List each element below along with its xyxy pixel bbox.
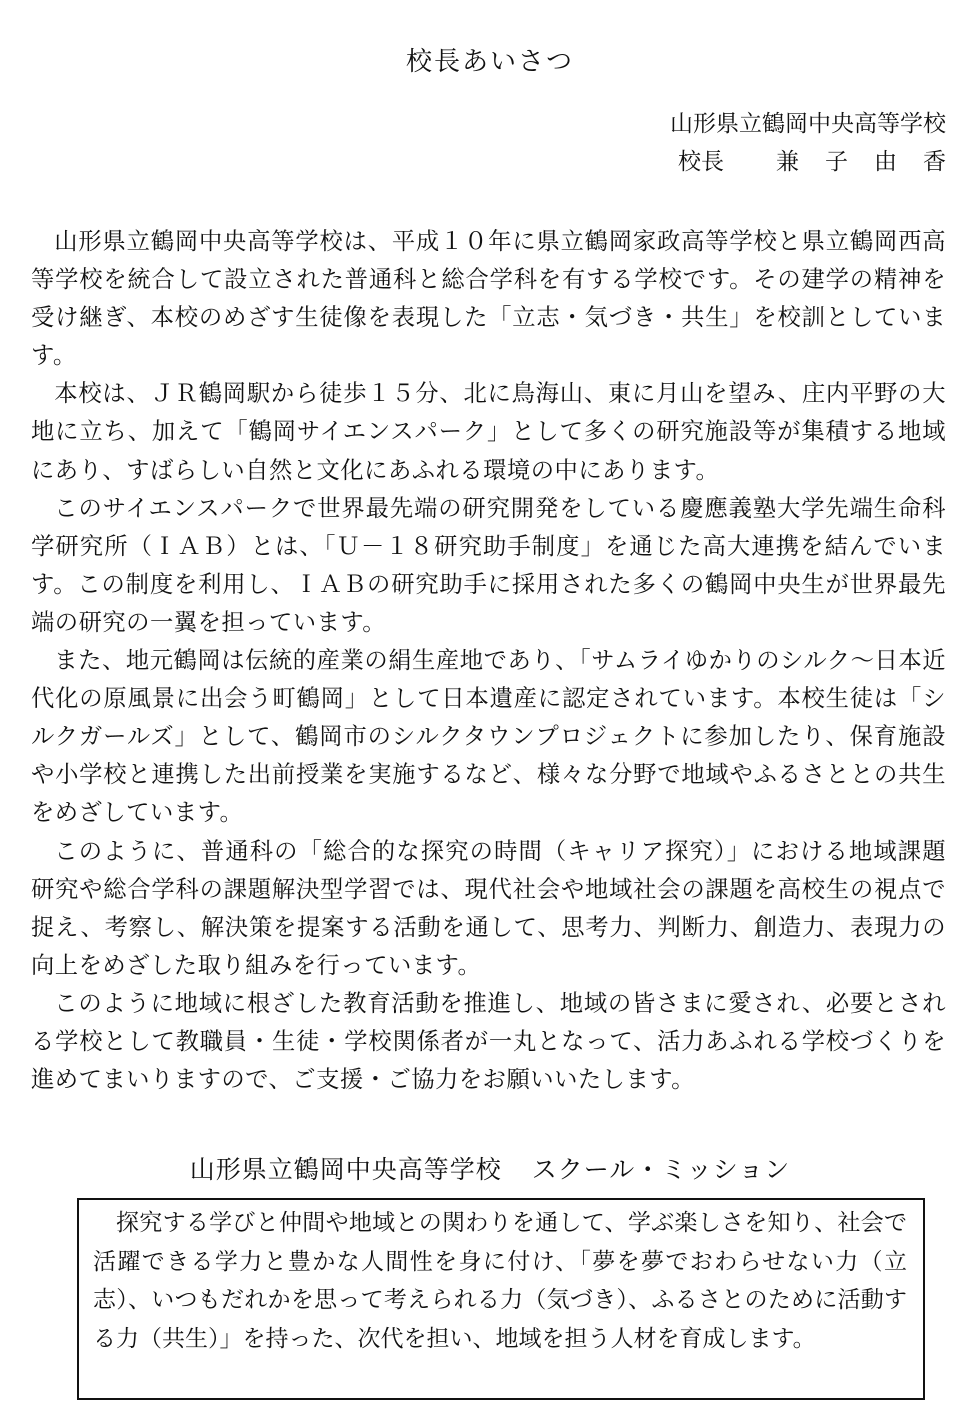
greeting-paragraph: また、地元鶴岡は伝統的産業の絹生産地であり、「サムライゆかりのシルク～日本近代化の原風景に出会う町鶴岡」として日本遺産に認定されています。本校生徒は「シルクガールズ」として、鶴岡市のシルクタウンプロジェクトに参加したり、保育施設や小学校と連携した出前授業を実施するなど、様々な分野で地域やふるさととの共生をめざしています。 (31, 647, 946, 827)
principal-name-char: 由 (874, 149, 897, 175)
greeting-body (31, 223, 946, 1099)
principal-name-char: 香 (923, 149, 946, 175)
mission-heading (0, 1150, 980, 1190)
greeting-paragraph: 本校は、ＪＲ鶴岡駅から徒歩１５分、北に鳥海山、東に月山を望み、庄内平野の大地に立ち、加えて「鶴岡サイエンスパーク」として多くの研究施設等が集積する地域にあり、すばらしい自然と文化にあふれる環境の中にあります。 (31, 380, 946, 484)
greeting-paragraph: このように地域に根ざした教育活動を推進し、地域の皆さまに愛され、必要とされる学校として教職員・生徒・学校関係者が一丸となって、活力あふれる学校づくりを進めてまいりますので、ご支援・ご協力をお願いいたします。 (31, 989, 946, 1094)
principal-name-char: 兼 (776, 149, 799, 175)
school-name: 山形県立鶴岡中央高等学校 (670, 111, 946, 137)
principal-role: 校長 (678, 149, 724, 175)
mission-box (77, 1198, 925, 1400)
greeting-paragraph: このサイエンスパークで世界最先端の研究開発をしている慶應義塾大学先端生命科学研究所（ＩＡＢ）とは、「Ｕ－１８研究助手制度」を通じた高大連携を結んでいます。この制度を利用し、ＩＡＢの研究助手に採用された多くの鶴岡中央生が世界最先端の研究の一翼を担っています。 (31, 494, 946, 636)
greeting-paragraph: このように、普通科の「総合的な探究の時間（キャリア探究）」における地域課題研究や総合学科の課題解決型学習では、現代社会や地域社会の課題を高校生の視点で捉え、考察し、解決策を提案する活動を通して、思考力、判断力、創造力、表現力の向上をめざした取り組みを行っています。 (31, 837, 946, 979)
principal-signature (678, 144, 946, 180)
page-title: 校長あいさつ (405, 47, 574, 77)
mission-heading-school: 山形県立鶴岡中央高等学校 (189, 1155, 502, 1184)
mission-text: 探究する学びと仲間や地域との関わりを通して、学ぶ楽しさを知り、社会で活躍できる学力と豊かな人間性を身に付け、「夢を夢でおわらせない力（立志）、いつもだれかを思って考えられる力（気づき）、ふるさとのために活動する力（共生）」を持った、次代を担い、地域を担う人材を育成します。 (93, 1210, 907, 1352)
greeting-paragraph: 山形県立鶴岡中央高等学校は、平成１０年に県立鶴岡家政高等学校と県立鶴岡西高等学校を統合して設立された普通科と総合学科を有する学校です。その建学の精神を受け継ぎ、本校のめざす生徒像を表現した「立志・気づき・共生」を校訓としています。 (31, 228, 946, 370)
principal-name-char: 子 (825, 149, 848, 175)
mission-heading-label: スクール・ミッション (531, 1155, 791, 1184)
